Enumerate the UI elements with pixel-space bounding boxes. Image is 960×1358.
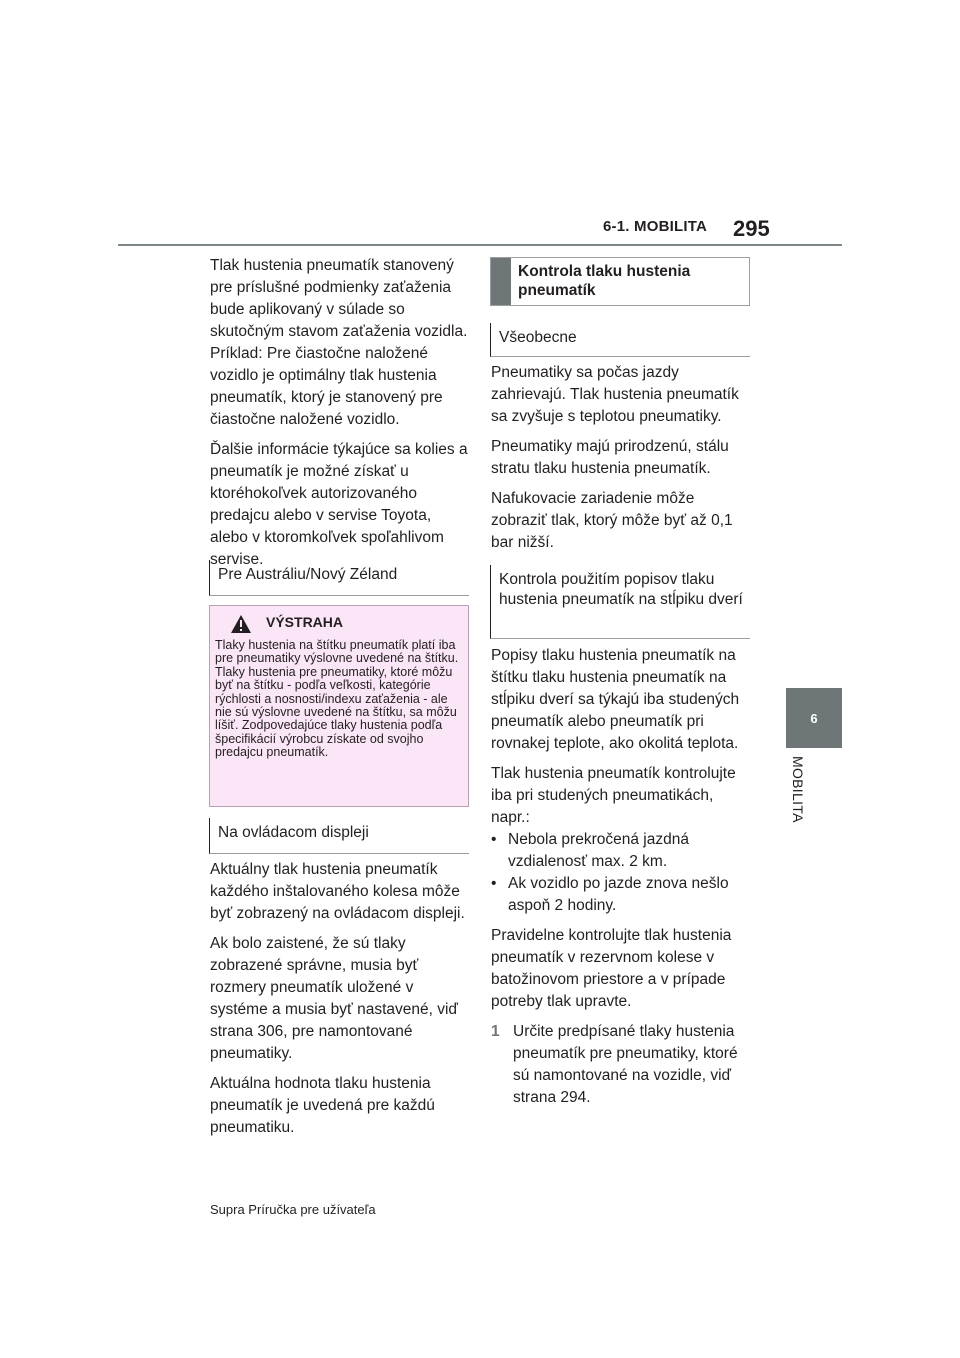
left-column-top bbox=[210, 255, 472, 579]
right-column-top bbox=[491, 362, 753, 562]
left-para-3: Aktuálny tlak hustenia pneumatík každého inštalovaného kolesa môže byť zobrazený na ovládacom displeji. bbox=[210, 861, 465, 922]
bullet-list bbox=[491, 829, 753, 917]
subhead-door-pillar: Kontrola použitím popisov tlaku hustenia pneumatík na stĺpiku dverí bbox=[490, 565, 750, 639]
chapter-side-title: MOBILITA bbox=[790, 756, 806, 823]
right-para-6: Pravidelne kontrolujte tlak hustenia pneumatík v rezervnom kolese v batožinovom priestore a v prípade potreby tlak upravte. bbox=[491, 927, 732, 1010]
section-heading-box bbox=[490, 257, 750, 306]
left-para-1: Tlak hustenia pneumatík stanovený pre príslušné podmienky zaťaženia bude aplikovaný v súlade so skutočným stavom zaťaženia vozidla. Príklad: Pre čiastočne naložené vozidlo je optimálny tlak hustenia pneumatík, ktorý je stanovený pre čiastočne naložené vozidlo. bbox=[210, 257, 468, 428]
bullet-item: • Ak vozidlo po jazde znova nešlo aspoň 2 hodiny. bbox=[491, 873, 753, 917]
heading-bar bbox=[491, 258, 511, 305]
step-text: Určite predpísané tlaky hustenia pneumatík pre pneumatiky, ktoré sú namontované na vozidle, viď strana 294. bbox=[513, 1023, 738, 1106]
right-para-2: Pneumatiky majú prirodzenú, stálu stratu tlaku hustenia pneumatík. bbox=[491, 438, 729, 477]
left-para-4: Ak bolo zaistené, že sú tlaky zobrazené správne, musia byť rozmery pneumatík uložené v systéme a musia byť nastavené, viď strana 306, pre namontované pneumatiky. bbox=[210, 935, 458, 1062]
chapter-tab: 6 bbox=[786, 688, 842, 748]
right-para-4: Popisy tlaku hustenia pneumatík na štítku tlaku hustenia pneumatík na stĺpiku dverí sa týkajú iba studených pneumatík alebo pneumatík pri rovnakej teplote, ako okolitá teplota. bbox=[491, 647, 740, 752]
warning-triangle-icon bbox=[230, 614, 252, 634]
step-1 bbox=[491, 1021, 753, 1109]
subhead-general: Všeobecne bbox=[490, 323, 750, 357]
right-column-bottom bbox=[491, 645, 753, 1109]
warning-box bbox=[209, 605, 469, 807]
left-para-2: Ďalšie informácie týkajúce sa kolies a pneumatík je možné získať u ktoréhokoľvek autorizovaného predajcu alebo v servise Toyota, alebo v ktoromkoľvek spoľahlivom servise. bbox=[210, 441, 468, 568]
section-title: 6-1. MOBILITA bbox=[603, 218, 707, 235]
subhead-control-display: Na ovládacom displeji bbox=[209, 818, 469, 854]
right-para-5: Tlak hustenia pneumatík kontrolujte iba pri studených pneumatikách, napr.: bbox=[491, 765, 736, 826]
footer-text: Supra Príručka pre užívateľa bbox=[210, 1202, 376, 1217]
subhead-australia: Pre Austráliu/Nový Zéland bbox=[209, 560, 469, 596]
warning-title: VÝSTRAHA bbox=[266, 614, 344, 630]
page-number: 295 bbox=[733, 216, 770, 241]
right-para-1: Pneumatiky sa počas jazdy zahrievajú. Tlak hustenia pneumatík sa zvyšuje s teplotou pneumatiky. bbox=[491, 364, 739, 425]
step-number: 1 bbox=[491, 1023, 500, 1040]
left-para-5: Aktuálna hodnota tlaku hustenia pneumatík je uvedená pre každú pneumatiku. bbox=[210, 1075, 435, 1136]
section-heading: Kontrola tlaku hustenia pneumatík bbox=[518, 263, 691, 299]
header-rule bbox=[118, 244, 842, 246]
bullet-item: • Nebola prekročená jazdná vzdialenosť max. 2 km. bbox=[491, 829, 753, 873]
warning-body: Tlaky hustenia na štítku pneumatík platí iba pre pneumatiky výslovne uvedené na štítku. Tlaky hustenia pre pneumatiky, ktoré môžu byť na štítku - podľa veľkosti, kategórie rýchlosti a nosnosti/indexu zaťaženia - ale nie sú výslovne uvedené na štítku, sa môžu líšiť. Zodpovedajúce tlaky hustenia podľa špecifikácií výrobcu získate od svojho predajcu pneumatík. bbox=[215, 638, 459, 760]
left-column-bottom bbox=[210, 859, 472, 1147]
right-para-3: Nafukovacie zariadenie môže zobraziť tlak, ktorý môže byť až 0,1 bar nižší. bbox=[491, 490, 733, 551]
